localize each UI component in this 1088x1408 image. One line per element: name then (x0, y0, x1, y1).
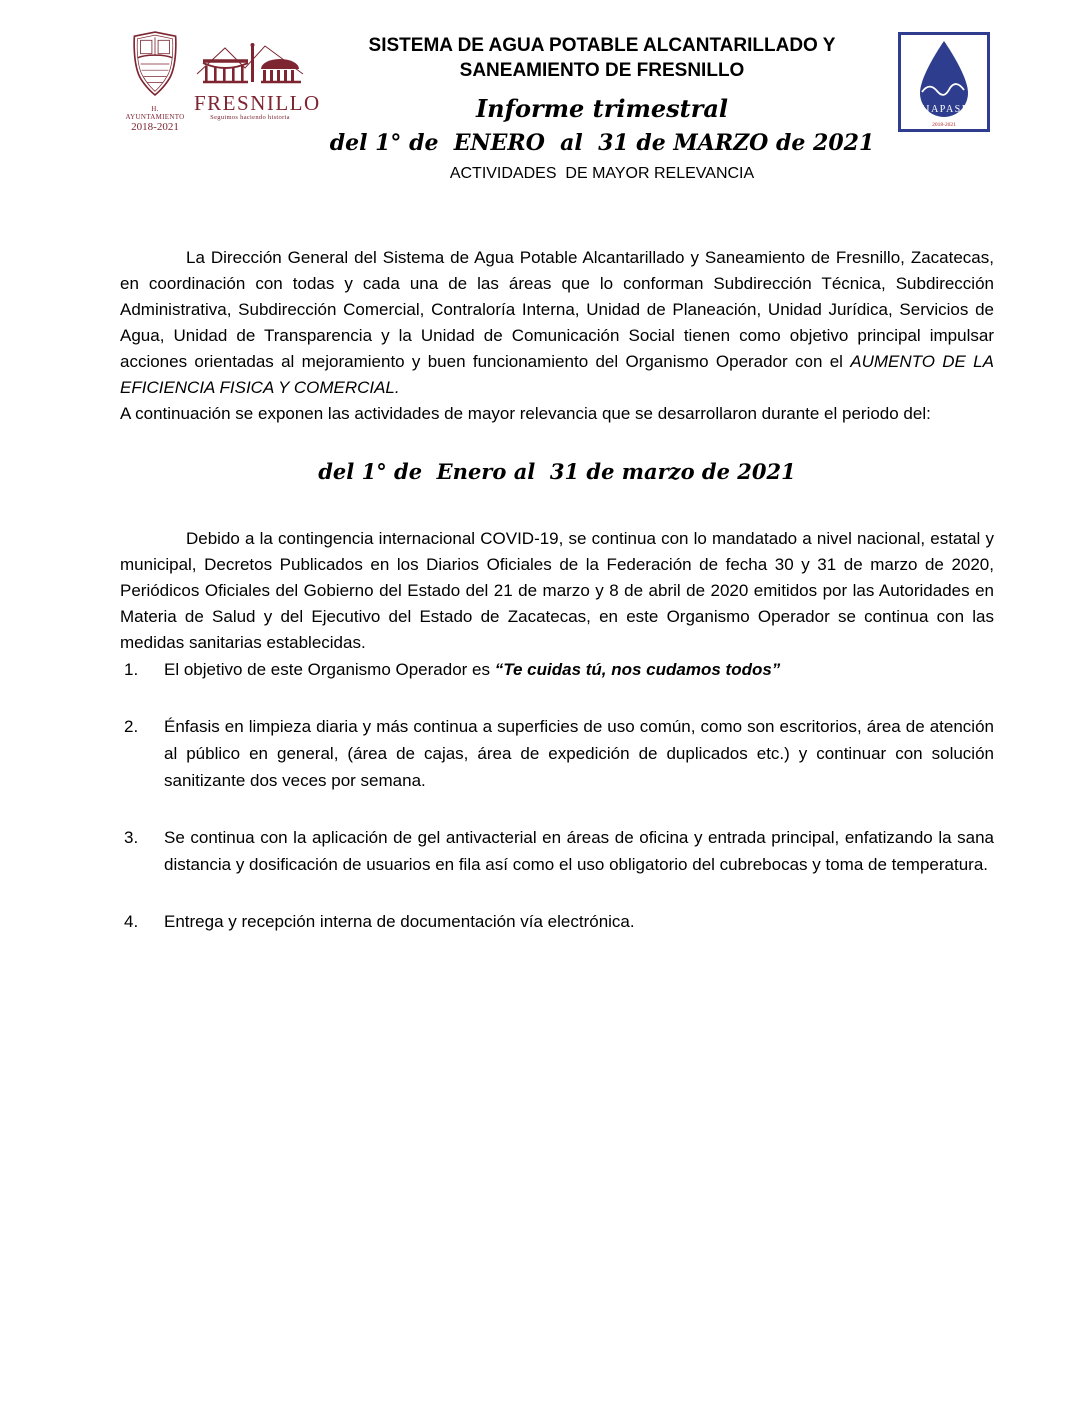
crest-caption-line2: 2018-2021 (131, 121, 179, 134)
activity-item-2 (120, 713, 994, 794)
activity-item-4 (120, 908, 994, 935)
item-text: Énfasis en limpieza diaria y más continua a superficies de uso común, como son escritorios, área de atención al público en general, (área de cajas, área de expedición de duplicados etc.) y continuar con solución sanitizante dos veces por semana. (164, 717, 994, 791)
report-period-title: del 1° de ENERO al 31 de MARZO de 2021 (329, 130, 875, 157)
item-text-quote: “Te cuidas tú, nos cudamos todos” (494, 660, 781, 680)
fresnillo-skyline-icon (195, 42, 305, 86)
siapasf-acronym: SIAPASF (919, 104, 969, 115)
org-title: SISTEMA DE AGUA POTABLE ALCANTARILLADO Y SANEAMIENTO DE FRESNILLO (368, 35, 836, 81)
report-type-title: Informe trimestral (475, 94, 729, 124)
crest-caption (124, 105, 186, 134)
period-heading: del 1° de Enero al 31 de marzo de 2021 (318, 459, 796, 485)
covid-paragraph: Debido a la contingencia internacional COVID-19, se continua con lo mandatado a nivel nacional, estatal y municipal, Decretos Publicados en los Diarios Oficiales de la Federación de fecha 30 y 31 de marzo de 2020, Periódicos Oficiales del Gobierno del Estado del 21 de marzo y 8 de abril de 2020 emitidos por las Autoridades en Materia de Salud y del Ejecutivo del Estado de Zacatecas, en este Organismo Operador se continua con las medidas sanitarias establecidas. (120, 529, 994, 653)
siapasf-logo (898, 32, 990, 137)
intro-emphasis: AUMENTO DE LA EFICIENCIA FISICA Y COMERCIAL. (120, 352, 994, 398)
section-label: ACTIVIDADES DE MAYOR RELEVANCIA (449, 165, 755, 183)
continuation-paragraph: A continuación se exponen las actividades de mayor relevancia que se desarrollaron durante el periodo del: (120, 404, 931, 424)
header-titles (306, 30, 898, 183)
item-text: Se continua con la aplicación de gel antivacterial en áreas de oficina y entrada principal, enfatizando la sana distancia y dosificación de usuarios en fila así como el uso obligatorio del cubrebocas y toma de temperatura. (164, 828, 994, 875)
water-drop-icon (898, 32, 990, 132)
crest-caption-line1: H. AYUNTAMIENTO (125, 105, 185, 122)
siapasf-years: 2018-2021 (932, 122, 956, 128)
item-text (164, 656, 994, 683)
fresnillo-logo (194, 42, 321, 134)
item-number: 1. (124, 660, 139, 680)
activity-item-1 (120, 656, 994, 683)
document-header (124, 30, 990, 183)
fresnillo-tagline: Seguimos haciendo historia (210, 114, 290, 122)
activities-list (120, 656, 994, 935)
document-body (120, 245, 994, 935)
item-text-normal: El objetivo de este Organismo Operador es (164, 660, 495, 680)
item-number: 2. (124, 717, 139, 737)
crest-shield-icon (127, 30, 183, 98)
ayuntamiento-crest-logo (124, 30, 186, 134)
activity-item-3 (120, 824, 994, 878)
fresnillo-wordmark: FRESNILLO (194, 91, 321, 115)
intro-paragraph (120, 245, 994, 401)
intro-text: La Dirección General del Sistema de Agua Potable Alcantarillado y Saneamiento de Fresnillo, Zacatecas, en coordinación con todas y cada una de las áreas que lo conforman Subdirección Técnica, Subdirección Administrativa, Subdirección Comercial, Contraloría Interna, Unidad de Planeación, Unidad Jurídica, Servicios de Agua, Unidad de Transparencia y la Unidad de Comunicación Social tienen como objetivo principal impulsar acciones orientadas al mejoramiento y buen funcionamiento del Organismo Operador con el (120, 248, 994, 372)
item-number: 4. (124, 912, 139, 932)
item-number: 3. (124, 828, 139, 848)
item-text: Entrega y recepción interna de documentación vía electrónica. (164, 912, 635, 932)
left-logos (124, 30, 321, 134)
